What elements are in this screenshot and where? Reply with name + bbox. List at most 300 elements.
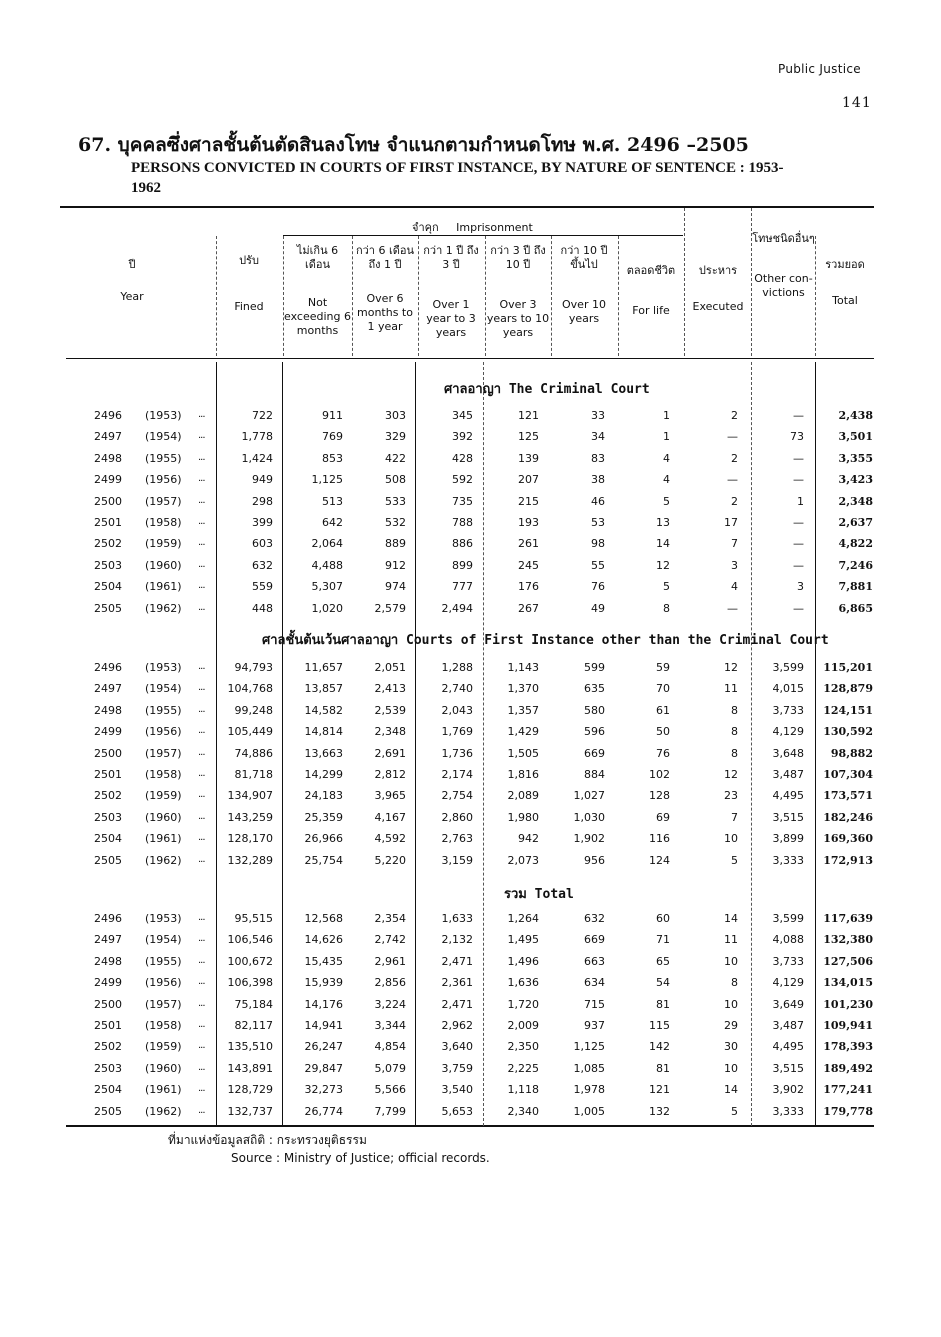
fined-cell: 143,891 [227, 1061, 273, 1075]
executed-cell: 2 [731, 409, 738, 422]
running-head: Public Justice [778, 62, 861, 76]
year-be-cell: 2498 [94, 954, 122, 968]
over-6m-cell: 889 [385, 537, 406, 551]
col-header-total: รวมยอด Total [825, 258, 865, 307]
leader-dots: ... [198, 997, 205, 1009]
other-convictions-cell: 4,015 [772, 682, 804, 696]
for-life-cell: 124 [649, 853, 670, 867]
total-cell: 2,438 [838, 409, 873, 422]
year-be-cell: 2500 [94, 494, 122, 508]
leader-dots: ... [198, 933, 205, 945]
other-convictions-cell: — [793, 537, 804, 551]
over-6m-cell: 4,167 [374, 810, 406, 824]
over-10y-cell: 1,902 [573, 832, 605, 846]
table-row [0, 599, 941, 620]
for-life-cell: 128 [649, 789, 670, 803]
total-cell: 107,304 [823, 768, 873, 781]
year-be-cell: 2496 [94, 661, 122, 674]
year-be-cell: 2505 [94, 853, 122, 867]
executed-cell: 2 [731, 451, 738, 465]
not-exceeding-6m-cell: 25,359 [304, 810, 343, 824]
leader-dots: ... [198, 954, 205, 966]
total-cell: 117,639 [823, 912, 873, 925]
over-1y-cell: 2,174 [441, 768, 473, 781]
fined-cell: 1,424 [241, 451, 273, 465]
for-life-cell: 60 [656, 912, 670, 925]
for-life-cell: 1 [663, 409, 670, 422]
not-exceeding-6m-cell: 14,176 [304, 997, 343, 1011]
over-3y-cell: 1,429 [507, 725, 539, 739]
page-number: 141 [842, 95, 872, 111]
over-10y-cell: 76 [591, 580, 605, 594]
table-row [0, 909, 941, 930]
executed-cell: 10 [724, 1061, 738, 1075]
over-3y-cell: 1,143 [507, 661, 539, 674]
table-row [0, 658, 941, 679]
over-6m-cell: 533 [385, 494, 406, 508]
leader-dots: ... [198, 810, 205, 822]
over-1y-cell: 3,640 [441, 1040, 473, 1054]
fined-cell: 949 [252, 473, 273, 487]
for-life-cell: 142 [649, 1040, 670, 1054]
not-exceeding-6m-cell: 14,299 [304, 768, 343, 781]
over-3y-cell: 1,505 [507, 746, 539, 760]
other-convictions-cell: 4,129 [772, 725, 804, 739]
over-6m-cell: 3,224 [374, 997, 406, 1011]
year-be-cell: 2504 [94, 580, 122, 594]
year-be-cell: 2499 [94, 473, 122, 487]
for-life-cell: 54 [656, 976, 670, 990]
total-cell: 98,882 [830, 746, 873, 760]
fined-cell: 1,778 [241, 430, 273, 444]
not-exceeding-6m-cell: 13,857 [304, 682, 343, 696]
fined-cell: 632 [252, 558, 273, 572]
year-be-cell: 2501 [94, 516, 122, 529]
over-6m-cell: 2,961 [374, 954, 406, 968]
not-exceeding-6m-cell: 5,307 [311, 580, 343, 594]
over-3y-cell: 2,073 [507, 853, 539, 867]
over-1y-cell: 1,288 [441, 661, 473, 674]
over-3y-cell: 2,350 [507, 1040, 539, 1054]
other-convictions-cell: 3,648 [772, 746, 804, 760]
executed-cell: 8 [731, 725, 738, 739]
table-row [0, 995, 941, 1016]
over-10y-cell: 83 [591, 451, 605, 465]
not-exceeding-6m-cell: 853 [322, 451, 343, 465]
for-life-cell: 5 [663, 494, 670, 508]
not-exceeding-6m-cell: 26,774 [304, 1104, 343, 1118]
not-exceeding-6m-cell: 11,657 [304, 661, 343, 674]
year-be-cell: 2501 [94, 1019, 122, 1032]
table-row [0, 1059, 941, 1080]
over-1y-cell: 2,754 [441, 789, 473, 803]
over-3y-cell: 1,816 [507, 768, 539, 781]
total-cell: 169,360 [823, 832, 873, 846]
year-be-cell: 2503 [94, 810, 122, 824]
fined-cell: 134,907 [227, 789, 273, 803]
year-ce-cell: (1962) [145, 601, 182, 615]
other-convictions-cell: 3,515 [772, 810, 804, 824]
executed-cell: 12 [724, 768, 738, 781]
over-3y-cell: 1,720 [507, 997, 539, 1011]
over-1y-cell: 886 [452, 537, 473, 551]
fined-cell: 128,170 [227, 832, 273, 846]
year-ce-cell: (1960) [145, 1061, 182, 1075]
year-be-cell: 2497 [94, 430, 122, 444]
fined-cell: 132,737 [227, 1104, 273, 1118]
executed-cell: — [727, 601, 738, 615]
fined-cell: 100,672 [227, 954, 273, 968]
total-cell: 2,637 [838, 516, 873, 529]
not-exceeding-6m-cell: 4,488 [311, 558, 343, 572]
over-6m-cell: 303 [385, 409, 406, 422]
table-row [0, 786, 941, 807]
other-convictions-cell: 3,333 [772, 1104, 804, 1118]
executed-cell: 14 [724, 1083, 738, 1097]
leader-dots: ... [198, 1083, 205, 1095]
fined-cell: 559 [252, 580, 273, 594]
executed-cell: 30 [724, 1040, 738, 1054]
over-10y-cell: 55 [591, 558, 605, 572]
total-cell: 6,865 [838, 601, 873, 615]
total-cell: 101,230 [823, 997, 873, 1011]
over-3y-cell: 261 [518, 537, 539, 551]
executed-cell: — [727, 473, 738, 487]
over-6m-cell: 7,799 [374, 1104, 406, 1118]
over-6m-cell: 2,354 [374, 912, 406, 925]
not-exceeding-6m-cell: 1,125 [311, 473, 343, 487]
for-life-cell: 59 [656, 661, 670, 674]
not-exceeding-6m-cell: 14,814 [304, 725, 343, 739]
year-be-cell: 2501 [94, 768, 122, 781]
for-life-cell: 76 [656, 746, 670, 760]
leader-dots: ... [198, 430, 205, 442]
total-cell: 3,423 [838, 473, 873, 487]
leader-dots: ... [198, 451, 205, 463]
year-ce-cell: (1957) [145, 494, 182, 508]
imprisonment-label-english: Imprisonment [456, 221, 533, 234]
col-header-over-10-years: กว่า 10 ปี ขึ้นไป Over 10 years [560, 244, 608, 325]
executed-cell: 10 [724, 954, 738, 968]
fined-cell: 106,398 [227, 976, 273, 990]
not-exceeding-6m-cell: 14,626 [304, 933, 343, 947]
leader-dots: ... [198, 912, 205, 923]
total-cell: 179,778 [823, 1104, 873, 1118]
for-life-cell: 14 [656, 537, 670, 551]
year-be-cell: 2502 [94, 1040, 122, 1054]
over-10y-cell: 49 [591, 601, 605, 615]
col-header-fined: ปรับ Fined [234, 254, 264, 313]
other-convictions-cell: 3,899 [772, 832, 804, 846]
not-exceeding-6m-cell: 513 [322, 494, 343, 508]
year-ce-cell: (1956) [145, 725, 182, 739]
total-cell: 3,355 [838, 451, 873, 465]
over-1y-cell: 777 [452, 580, 473, 594]
fined-cell: 106,546 [227, 933, 273, 947]
col-header-year: ปี Year [120, 258, 144, 303]
over-10y-cell: 580 [584, 703, 605, 717]
over-3y-cell: 1,370 [507, 682, 539, 696]
fined-cell: 448 [252, 601, 273, 615]
other-convictions-cell: 1 [797, 494, 804, 508]
year-ce-cell: (1953) [145, 661, 182, 674]
for-life-cell: 5 [663, 580, 670, 594]
over-1y-cell: 2,361 [441, 976, 473, 990]
year-be-cell: 2502 [94, 789, 122, 803]
for-life-cell: 115 [649, 1019, 670, 1032]
for-life-cell: 81 [656, 1061, 670, 1075]
over-10y-cell: 599 [584, 661, 605, 674]
over-3y-cell: 2,009 [507, 1019, 539, 1032]
over-1y-cell: 2,740 [441, 682, 473, 696]
for-life-cell: 1 [663, 430, 670, 444]
year-be-cell: 2500 [94, 746, 122, 760]
over-10y-cell: 1,027 [573, 789, 605, 803]
over-3y-cell: 1,980 [507, 810, 539, 824]
over-3y-cell: 125 [518, 430, 539, 444]
other-convictions-cell: 3,599 [772, 661, 804, 674]
leader-dots: ... [198, 1019, 205, 1030]
leader-dots: ... [198, 601, 205, 613]
total-cell: 177,241 [823, 1083, 873, 1097]
not-exceeding-6m-cell: 26,966 [304, 832, 343, 846]
year-ce-cell: (1953) [145, 409, 182, 422]
over-1y-cell: 899 [452, 558, 473, 572]
fined-cell: 298 [252, 494, 273, 508]
over-1y-cell: 2,763 [441, 832, 473, 846]
col-header-not-exceeding-6-months: ไม่เกิน 6 เดือน Not exceeding 6 months [284, 244, 351, 337]
over-3y-cell: 245 [518, 558, 539, 572]
year-ce-cell: (1954) [145, 682, 182, 696]
total-cell: 173,571 [823, 789, 873, 803]
fined-cell: 128,729 [227, 1083, 273, 1097]
over-3y-cell: 139 [518, 451, 539, 465]
for-life-cell: 50 [656, 725, 670, 739]
total-cell: 128,879 [823, 682, 873, 696]
table-row [0, 1016, 941, 1037]
executed-cell: — [727, 430, 738, 444]
year-be-cell: 2500 [94, 997, 122, 1011]
section-title-criminal-court: ศาลอาญา The Criminal Court [444, 382, 650, 397]
for-life-cell: 65 [656, 954, 670, 968]
other-convictions-cell: 4,088 [772, 933, 804, 947]
over-6m-cell: 5,566 [374, 1083, 406, 1097]
for-life-cell: 70 [656, 682, 670, 696]
leader-dots: ... [198, 725, 205, 737]
for-life-cell: 116 [649, 832, 670, 846]
year-be-cell: 2496 [94, 409, 122, 422]
over-3y-cell: 215 [518, 494, 539, 508]
executed-cell: 8 [731, 746, 738, 760]
over-1y-cell: 2,494 [441, 601, 473, 615]
total-cell: 115,201 [823, 661, 873, 674]
other-convictions-cell: — [793, 601, 804, 615]
year-ce-cell: (1961) [145, 580, 182, 594]
imprisonment-group-header [412, 218, 582, 236]
leader-dots: ... [198, 494, 205, 506]
over-3y-cell: 267 [518, 601, 539, 615]
table-row [0, 808, 941, 829]
total-cell: 3,501 [838, 430, 873, 444]
executed-cell: 17 [724, 516, 738, 529]
other-convictions-cell: 3,487 [772, 1019, 804, 1032]
over-10y-cell: 33 [591, 409, 605, 422]
over-10y-cell: 53 [591, 516, 605, 529]
over-10y-cell: 956 [584, 853, 605, 867]
table-row [0, 470, 941, 491]
table-row [0, 577, 941, 598]
year-be-cell: 2499 [94, 976, 122, 990]
not-exceeding-6m-cell: 32,273 [304, 1083, 343, 1097]
over-3y-cell: 1,496 [507, 954, 539, 968]
table-row [0, 406, 941, 427]
executed-cell: 12 [724, 661, 738, 674]
over-1y-cell: 2,962 [441, 1019, 473, 1032]
over-1y-cell: 1,633 [441, 912, 473, 925]
over-6m-cell: 974 [385, 580, 406, 594]
over-1y-cell: 3,759 [441, 1061, 473, 1075]
table-row [0, 427, 941, 448]
year-be-cell: 2499 [94, 725, 122, 739]
over-6m-cell: 2,413 [374, 682, 406, 696]
over-10y-cell: 663 [584, 954, 605, 968]
over-10y-cell: 1,085 [573, 1061, 605, 1075]
other-convictions-cell: 4,129 [772, 976, 804, 990]
over-1y-cell: 5,653 [441, 1104, 473, 1118]
over-6m-cell: 2,856 [374, 976, 406, 990]
not-exceeding-6m-cell: 14,941 [304, 1019, 343, 1032]
over-6m-cell: 2,691 [374, 746, 406, 760]
fined-cell: 99,248 [234, 703, 273, 717]
year-ce-cell: (1957) [145, 997, 182, 1011]
total-cell: 134,015 [823, 976, 873, 990]
table-row [0, 851, 941, 872]
year-be-cell: 2504 [94, 1083, 122, 1097]
over-3y-cell: 1,118 [507, 1083, 539, 1097]
col-header-for-life: ตลอดชีวิต For life [626, 264, 676, 317]
section-title-total: รวม Total [504, 887, 574, 902]
leader-dots: ... [198, 661, 205, 672]
year-ce-cell: (1954) [145, 933, 182, 947]
not-exceeding-6m-cell: 642 [322, 516, 343, 529]
over-6m-cell: 2,539 [374, 703, 406, 717]
total-cell: 130,592 [823, 725, 873, 739]
table-bottom-rule [66, 1125, 874, 1127]
over-1y-cell: 788 [452, 516, 473, 529]
leader-dots: ... [198, 537, 205, 549]
over-10y-cell: 38 [591, 473, 605, 487]
for-life-cell: 4 [663, 451, 670, 465]
over-10y-cell: 98 [591, 537, 605, 551]
year-ce-cell: (1957) [145, 746, 182, 760]
over-3y-cell: 207 [518, 473, 539, 487]
over-3y-cell: 1,636 [507, 976, 539, 990]
over-1y-cell: 2,860 [441, 810, 473, 824]
not-exceeding-6m-cell: 29,847 [304, 1061, 343, 1075]
executed-cell: 8 [731, 976, 738, 990]
year-be-cell: 2496 [94, 912, 122, 925]
leader-dots: ... [198, 473, 205, 485]
executed-cell: 7 [731, 810, 738, 824]
over-1y-cell: 1,769 [441, 725, 473, 739]
over-3y-cell: 121 [518, 409, 539, 422]
year-be-cell: 2498 [94, 451, 122, 465]
over-10y-cell: 1,978 [573, 1083, 605, 1097]
year-ce-cell: (1958) [145, 1019, 182, 1032]
table-row [0, 952, 941, 973]
over-6m-cell: 2,812 [374, 768, 406, 781]
fined-cell: 82,117 [234, 1019, 273, 1032]
executed-cell: 14 [724, 912, 738, 925]
fined-cell: 722 [252, 409, 273, 422]
executed-cell: 11 [724, 682, 738, 696]
table-title-thai: 67. บุคคลซึ่งศาลชั้นต้นตัดสินลงโทษ จำแนกตามกำหนดโทษ พ.ศ. 2496 –2505 [78, 134, 749, 156]
fined-cell: 105,449 [227, 725, 273, 739]
other-convictions-cell: 3,333 [772, 853, 804, 867]
not-exceeding-6m-cell: 15,435 [304, 954, 343, 968]
year-be-cell: 2503 [94, 1061, 122, 1075]
fined-cell: 75,184 [234, 997, 273, 1011]
fined-cell: 95,515 [234, 912, 273, 925]
for-life-cell: 61 [656, 703, 670, 717]
over-1y-cell: 592 [452, 473, 473, 487]
over-3y-cell: 2,225 [507, 1061, 539, 1075]
executed-cell: 10 [724, 832, 738, 846]
table-row [0, 829, 941, 850]
executed-cell: 8 [731, 703, 738, 717]
imprisonment-label-thai: จำคุก [412, 221, 439, 234]
year-ce-cell: (1962) [145, 853, 182, 867]
fined-cell: 135,510 [227, 1040, 273, 1054]
executed-cell: 5 [731, 853, 738, 867]
over-6m-cell: 2,348 [374, 725, 406, 739]
col-header-over-6-months: กว่า 6 เดือน ถึง 1 ปี Over 6 months to 1 year [355, 244, 415, 333]
for-life-cell: 13 [656, 516, 670, 529]
table-row [0, 701, 941, 722]
leader-dots: ... [198, 558, 205, 570]
over-6m-cell: 4,854 [374, 1040, 406, 1054]
executed-cell: 23 [724, 789, 738, 803]
over-6m-cell: 5,079 [374, 1061, 406, 1075]
col-header-executed: ประหาร Executed [692, 264, 744, 313]
for-life-cell: 12 [656, 558, 670, 572]
year-ce-cell: (1956) [145, 473, 182, 487]
not-exceeding-6m-cell: 24,183 [304, 789, 343, 803]
year-ce-cell: (1958) [145, 768, 182, 781]
executed-cell: 2 [731, 494, 738, 508]
other-convictions-cell: 3 [797, 580, 804, 594]
leader-dots: ... [198, 853, 205, 865]
table-row [0, 744, 941, 765]
year-be-cell: 2502 [94, 537, 122, 551]
over-1y-cell: 345 [452, 409, 473, 422]
table-row [0, 679, 941, 700]
year-be-cell: 2505 [94, 601, 122, 615]
over-10y-cell: 669 [584, 746, 605, 760]
year-be-cell: 2497 [94, 933, 122, 947]
executed-cell: 4 [731, 580, 738, 594]
other-convictions-cell: 3,515 [772, 1061, 804, 1075]
over-10y-cell: 1,030 [573, 810, 605, 824]
year-ce-cell: (1961) [145, 1083, 182, 1097]
over-1y-cell: 392 [452, 430, 473, 444]
over-6m-cell: 2,579 [374, 601, 406, 615]
executed-cell: 29 [724, 1019, 738, 1032]
header-divider-1 [216, 236, 217, 356]
other-convictions-cell: 3,733 [772, 703, 804, 717]
leader-dots: ... [198, 1061, 205, 1073]
not-exceeding-6m-cell: 14,582 [304, 703, 343, 717]
